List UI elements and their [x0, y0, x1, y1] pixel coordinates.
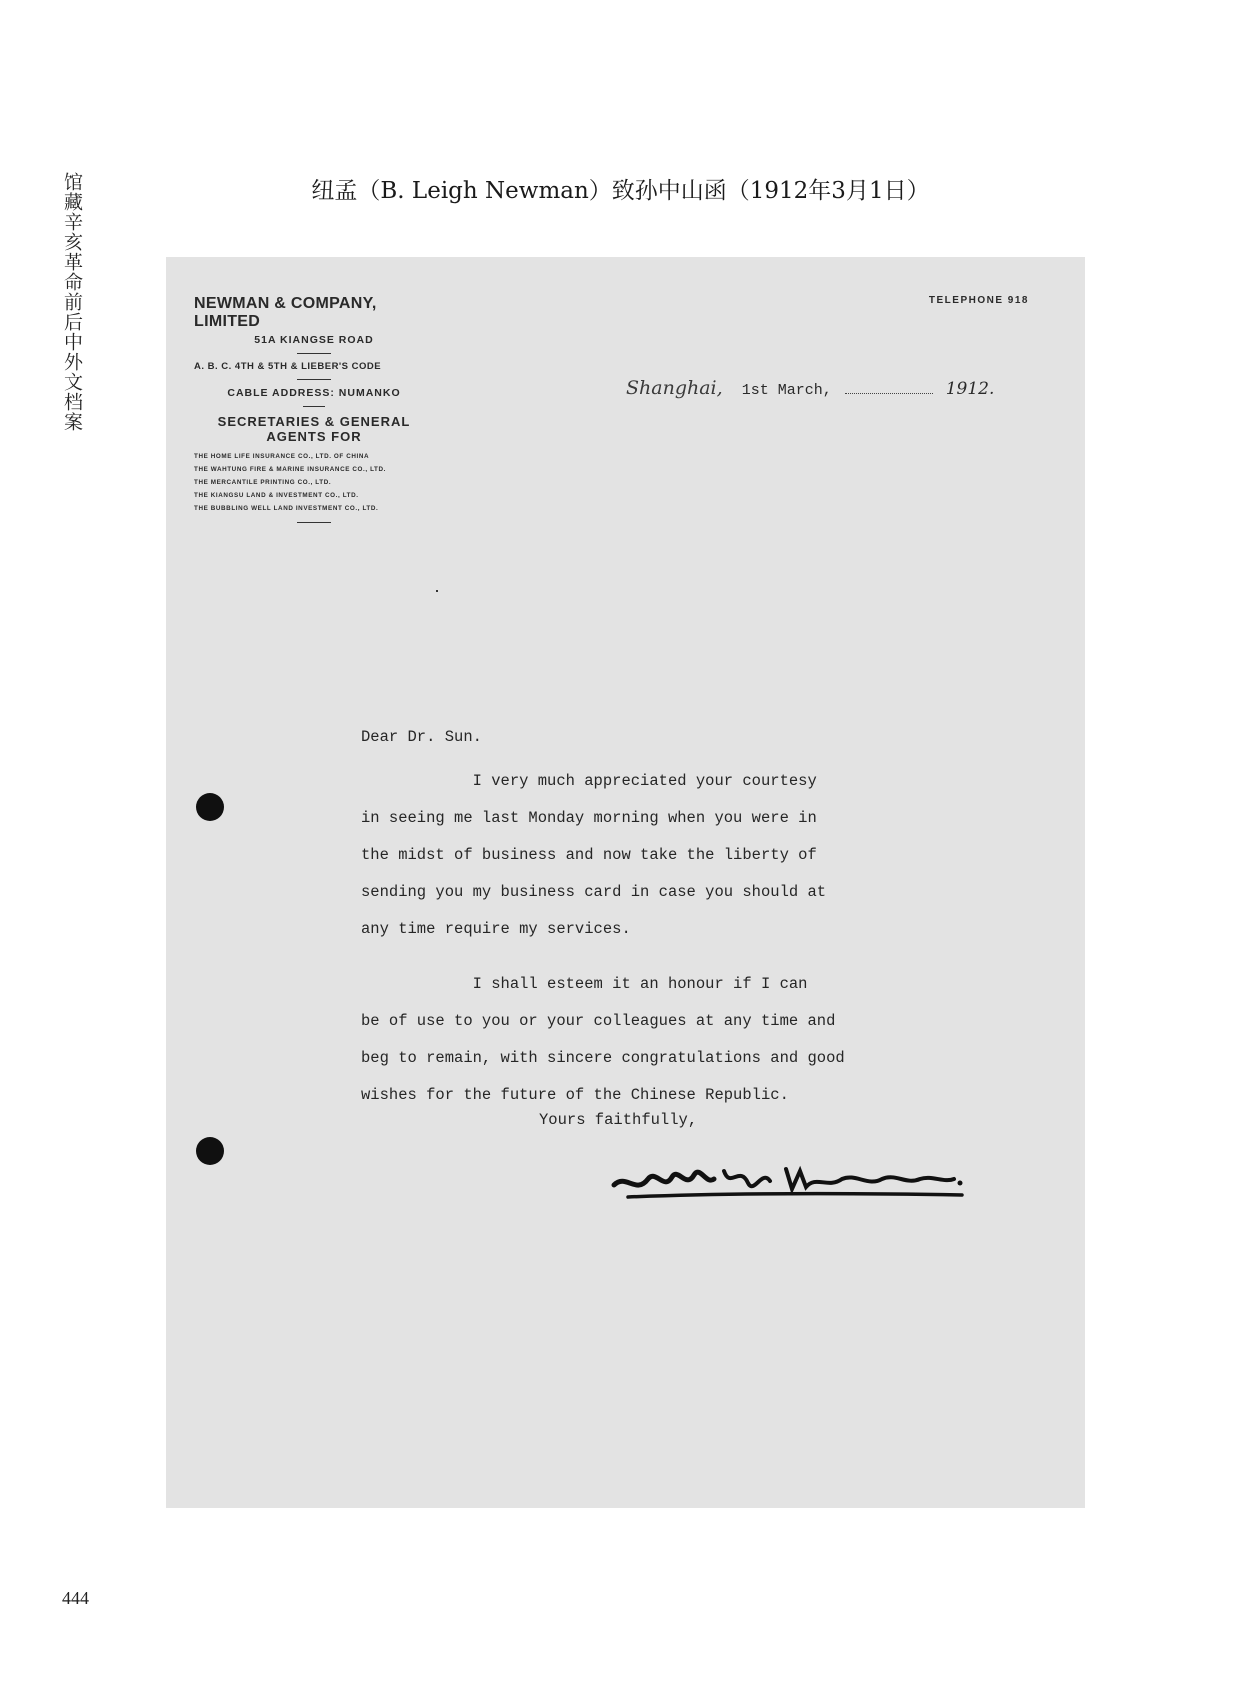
side-title: 馆藏辛亥革命前后中外文档案 — [61, 172, 83, 432]
signature-image — [606, 1155, 966, 1207]
page-number: 444 — [62, 1588, 89, 1608]
paragraph-2: I shall esteem it an honour if I can be of use to you or your colleagues at any time and beg to remain, with sincere congratulations and good wishes for the future of the Chinese Republic. — [361, 975, 845, 1104]
page-title: 纽孟（B. Leigh Newman）致孙中山函（1912年3月1日） — [311, 178, 930, 204]
divider — [303, 406, 325, 407]
punch-hole — [196, 1137, 224, 1165]
paragraph-1: I very much appreciated your courtesy in seeing me last Monday morning when you were in the midst of business and now take the liberty of sending you my business card in case you should at any time require my services. — [361, 772, 827, 938]
date-year: 1912. — [945, 379, 995, 399]
telephone-number: TELEPHONE 918 — [928, 295, 1029, 306]
punch-hole — [196, 793, 224, 821]
agency-item: THE MERCANTILE PRINTING CO., LTD. — [194, 479, 332, 486]
agency-item: THE KIANGSU LAND & INVESTMENT CO., LTD. — [194, 492, 359, 499]
agency-item: THE BUBBLING WELL LAND INVESTMENT CO., LTD. — [194, 505, 379, 512]
date-day: 1st March, — [741, 382, 832, 399]
letterhead-code: A. B. C. 4TH & 5TH & LIEBER'S CODE — [194, 361, 382, 372]
divider — [297, 522, 331, 523]
salutation: Dear Dr. Sun. — [361, 728, 482, 746]
letterhead-agents: AGENTS FOR — [266, 429, 362, 444]
date-place: Shanghai, — [626, 377, 723, 399]
letterhead-address: 51A KIANGSE ROAD — [254, 334, 374, 346]
letter-scan — [166, 257, 1085, 1508]
letterhead — [194, 295, 434, 530]
closing: Yours faithfully, — [539, 1111, 698, 1129]
letter-body — [361, 727, 981, 1130]
paper-speck — [436, 590, 438, 592]
agency-item: THE WAHTUNG FIRE & MARINE INSURANCE CO., LTD. — [194, 466, 386, 473]
date-rule — [845, 393, 933, 394]
dateline — [626, 377, 1006, 399]
letterhead-cable: CABLE ADDRESS: NUMANKO — [227, 387, 401, 399]
divider — [297, 379, 331, 380]
agency-list — [194, 450, 434, 515]
letterhead-company: NEWMAN & COMPANY, LIMITED — [194, 295, 377, 330]
divider — [297, 353, 331, 354]
letterhead-secretaries: SECRETARIES & GENERAL — [217, 414, 411, 429]
agency-item: THE HOME LIFE INSURANCE CO., LTD. OF CHINA — [194, 453, 370, 460]
